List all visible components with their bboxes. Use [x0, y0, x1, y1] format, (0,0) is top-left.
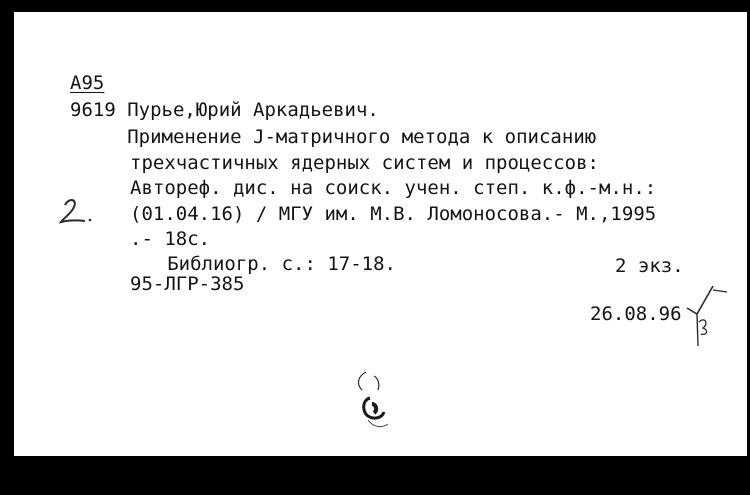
title-line-2: трехчастичных ядерных систем и процессов:	[130, 152, 599, 174]
author-line: 9619 Пурье,Юрий Аркадьевич.	[70, 99, 379, 121]
punch-hole-mark	[352, 368, 398, 434]
shelf-mark: А95	[70, 72, 105, 94]
date-stamp: 26.08.96	[590, 303, 682, 325]
inventory-number: 95-ЛГР-385	[130, 273, 245, 295]
abstract-line: Автореф. дис. на соиск. учен. степ. к.ф.-м.н.:	[130, 177, 657, 199]
bibliography-line: Библиогр. с.: 17-18.	[110, 253, 396, 275]
handwritten-two-mark	[55, 195, 95, 227]
copies-count: 2 экз.	[615, 255, 684, 277]
title-line-1: Применение J-матричного метода к описанию	[70, 126, 597, 148]
pages-line: .- 18с.	[130, 228, 211, 250]
publication-line: (01.04.16) / МГУ им. М.В. Ломоносова.- М.,1995	[130, 203, 657, 225]
handwritten-initials-mark	[683, 280, 733, 350]
